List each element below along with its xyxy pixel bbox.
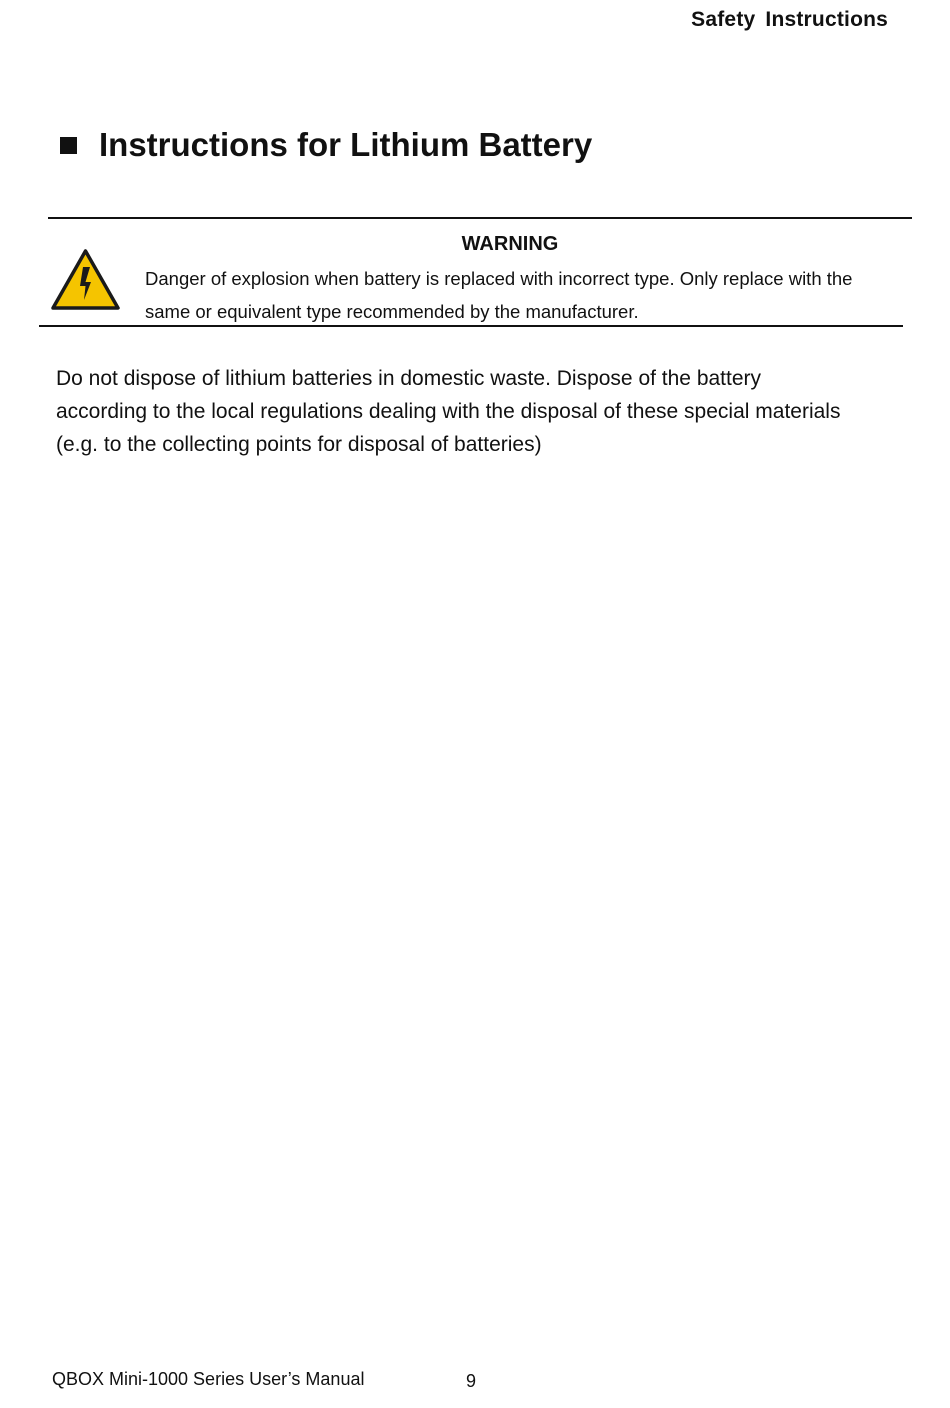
section-heading xyxy=(60,126,592,164)
warning-text: Danger of explosion when battery is replaced with incorrect type. Only replace with the same or equivalent type recommended by the manufacturer. xyxy=(145,268,853,322)
warning-top-rule xyxy=(48,217,912,219)
running-header: Safety Instructions xyxy=(691,8,888,31)
warning-bottom-rule xyxy=(39,325,903,327)
section-heading-text: Instructions for Lithium Battery xyxy=(99,126,593,163)
disposal-paragraph: Do not dispose of lithium batteries in domestic waste. Dispose of the battery according to the local regulations dealing with the disposal of these special materials (e.g. to the collecting points for disposal of batteries) xyxy=(56,367,841,456)
warning-title: WARNING xyxy=(461,233,559,255)
footer-page-number: 9 xyxy=(466,1371,477,1391)
footer-manual-title: QBOX Mini-1000 Series User’s Manual xyxy=(52,1369,365,1389)
square-bullet-icon xyxy=(60,137,77,154)
electrical-hazard-icon xyxy=(50,248,121,312)
